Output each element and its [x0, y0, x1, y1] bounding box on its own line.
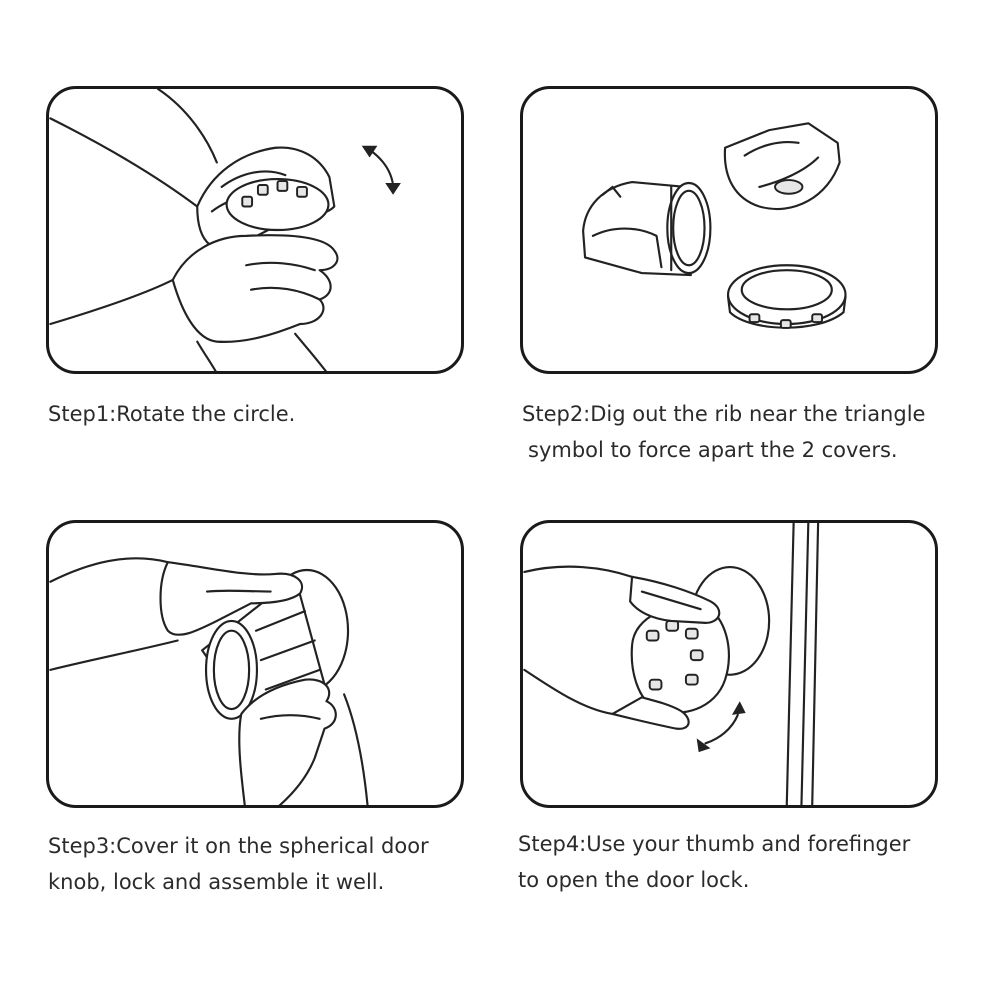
step2-illustration	[523, 89, 935, 371]
step1-caption-line: Step1:Rotate the circle.	[48, 402, 296, 426]
step2-caption-line: Step2:Dig out the rib near the triangle	[522, 402, 926, 426]
step1-illustration-panel	[46, 86, 464, 374]
step1-illustration	[49, 89, 461, 371]
cover-half-left-icon	[583, 182, 710, 275]
step4-illustration	[523, 523, 935, 805]
hands-icon	[50, 89, 337, 371]
step3-illustration	[49, 523, 461, 805]
step4-caption-line: Step4:Use your thumb and forefinger	[518, 832, 911, 856]
step3-illustration-panel	[46, 520, 464, 808]
door-frame-icon	[787, 523, 818, 805]
locking-ring-icon	[728, 265, 846, 328]
step1-caption	[48, 396, 295, 432]
step3-caption-line: Step3:Cover it on the spherical door	[48, 834, 429, 858]
step3-caption	[48, 828, 429, 900]
step2-caption-line: symbol to force apart the 2 covers.	[528, 438, 898, 462]
step4-caption-line: to open the door lock.	[518, 868, 750, 892]
cover-half-right-icon	[725, 123, 840, 209]
rotate-arrow-icon	[697, 701, 746, 752]
step3-caption-line: knob, lock and assemble it well.	[48, 870, 385, 894]
rotate-arrow-icon	[362, 146, 401, 195]
step4-caption	[518, 826, 910, 898]
knob-cover-icon	[227, 179, 329, 230]
step4-illustration-panel	[520, 520, 938, 808]
step2-illustration-panel	[520, 86, 938, 374]
step2-caption	[522, 396, 925, 468]
